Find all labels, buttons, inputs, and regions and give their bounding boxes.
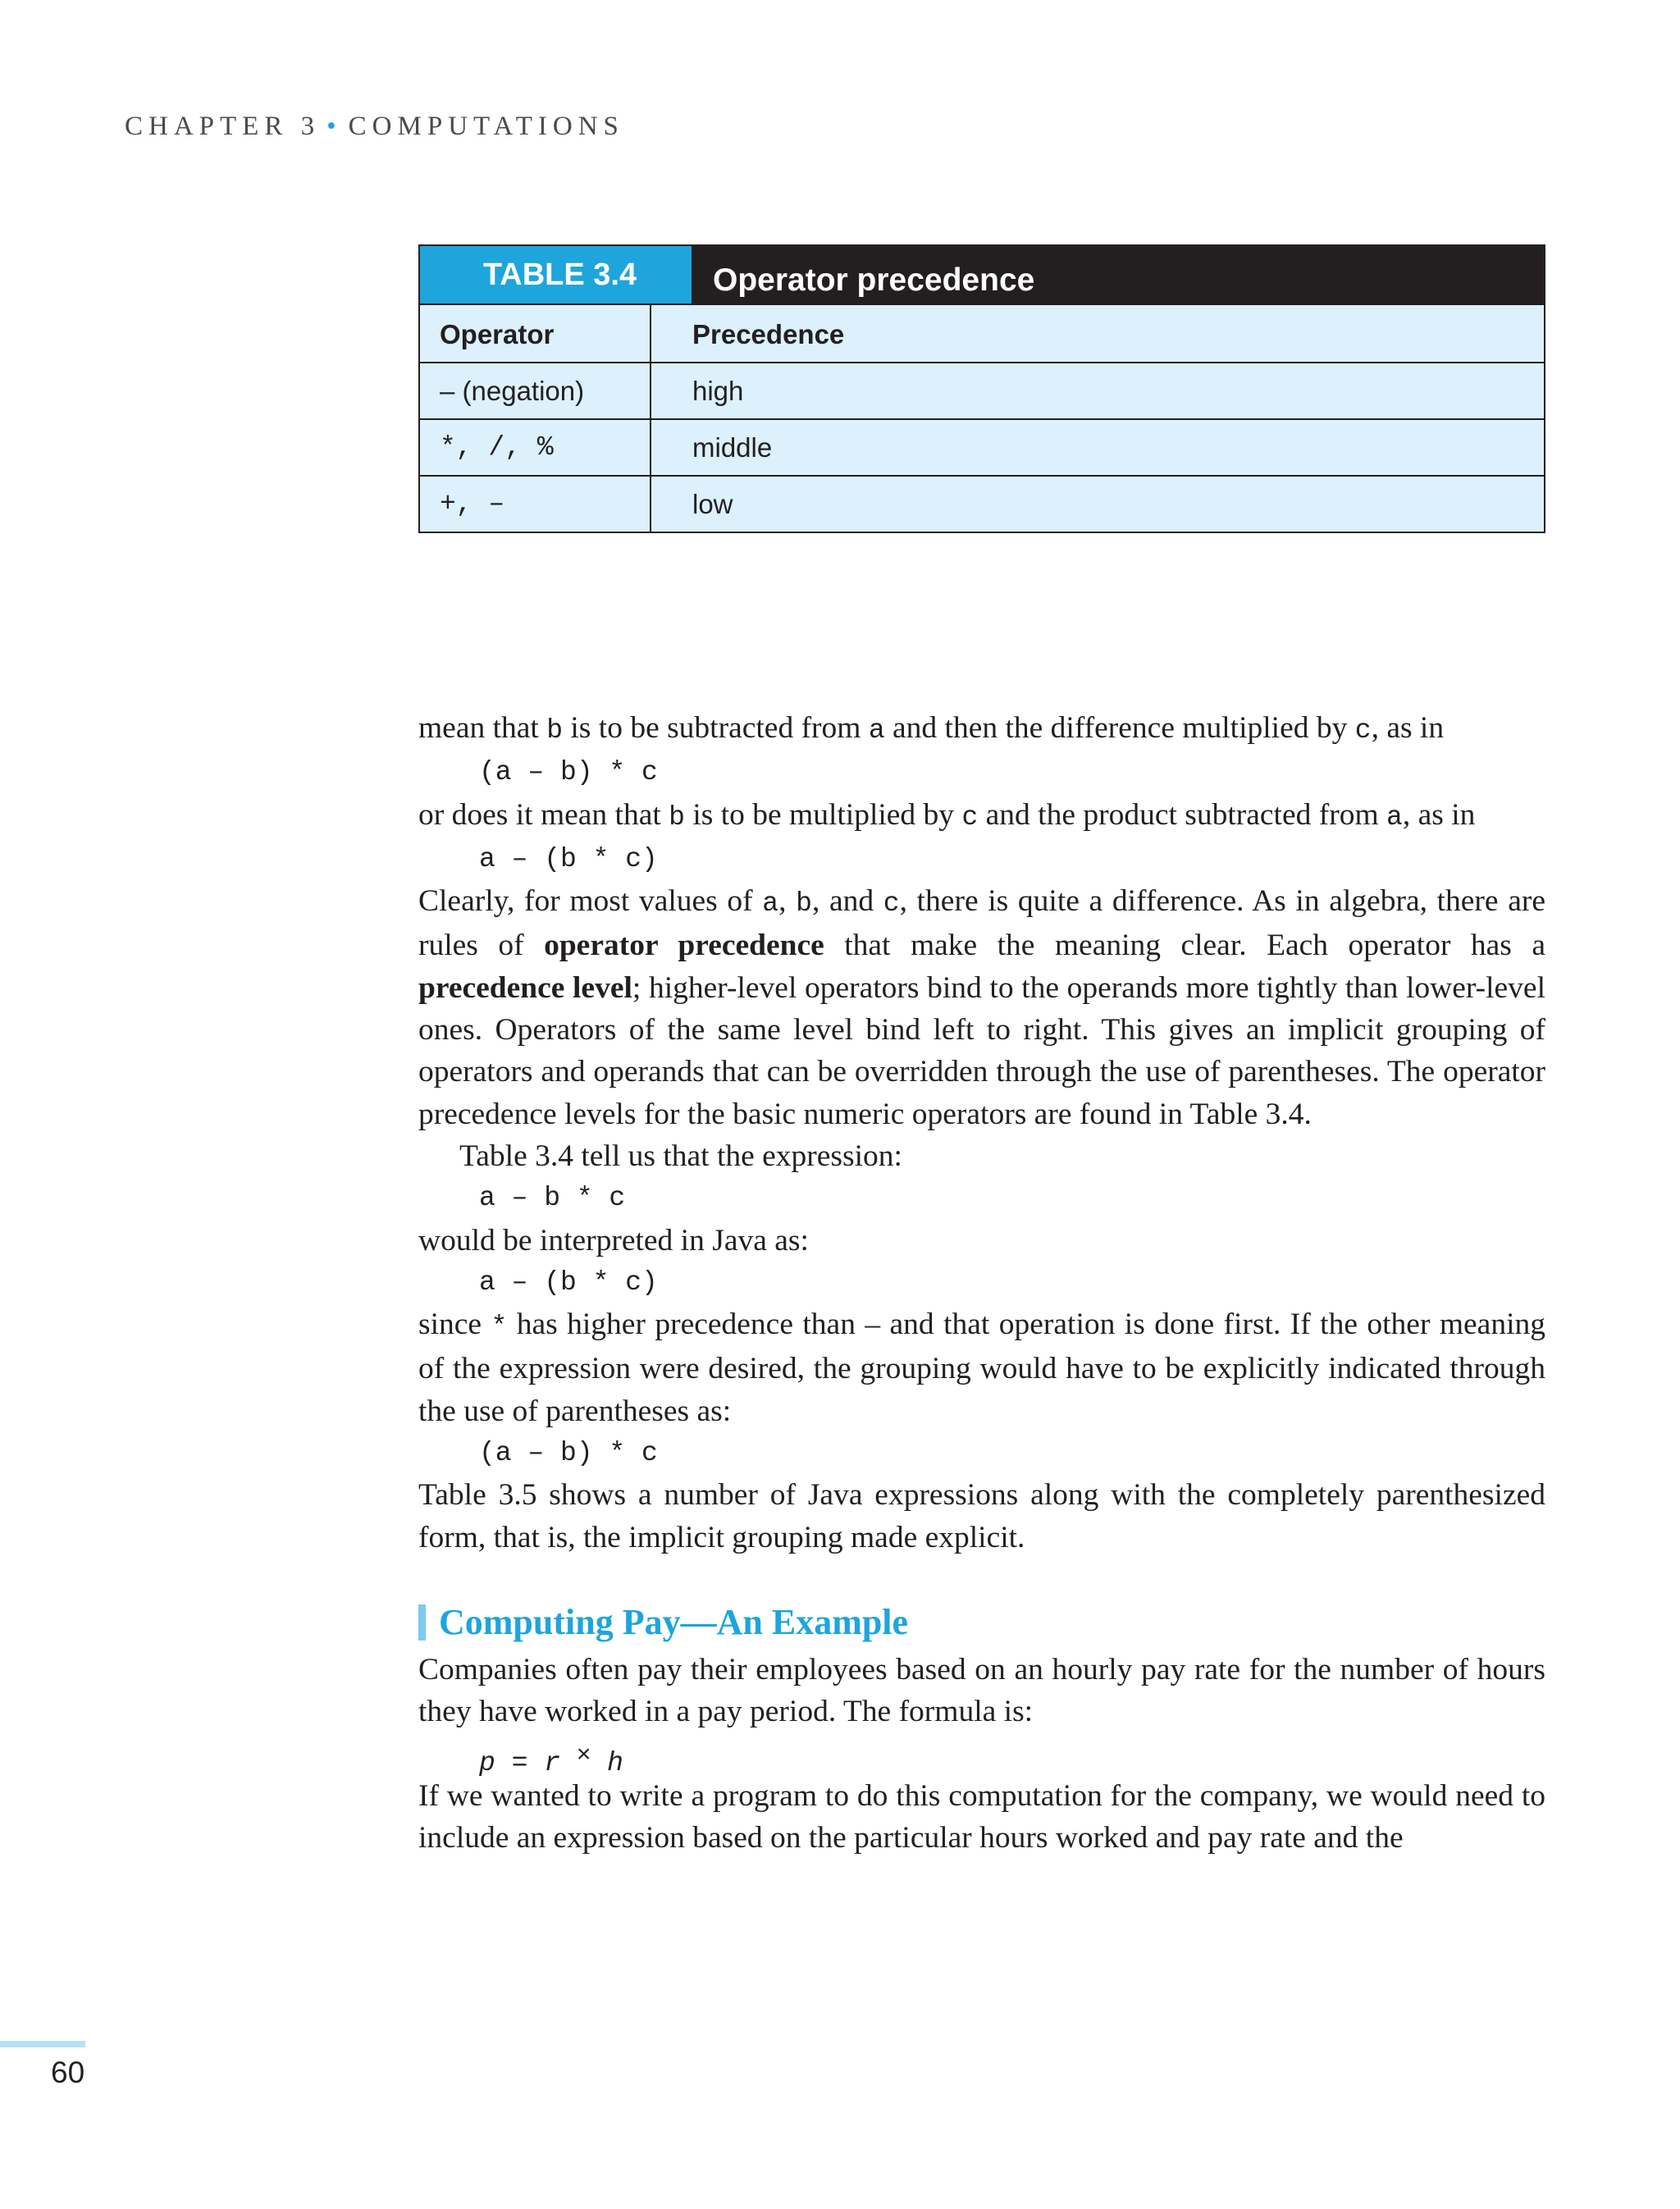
paragraph	[418, 880, 1545, 1135]
text-run: is to be multiplied by	[684, 797, 962, 832]
formula-rhs: h	[591, 1747, 623, 1778]
inline-code: c	[883, 888, 900, 920]
text-run: Clearly, for most values of	[418, 884, 763, 919]
text-run: , as in	[1402, 797, 1476, 832]
paragraph: Companies often pay their employees based on an hourly pay rate for the number of hours they have worked in a pay period. The formula is:	[418, 1652, 1545, 1729]
paragraph: would be interpreted in Java as:	[418, 1223, 809, 1257]
text-run: is to be subtracted from	[563, 711, 869, 745]
inline-code: b	[546, 715, 564, 746]
inline-code: *	[491, 1312, 508, 1343]
precedence-table	[418, 244, 1545, 533]
operator-cell: *, /, %	[420, 419, 651, 476]
text-run: that make the meaning clear. Each operator has a	[824, 929, 1545, 963]
table-number: TABLE 3.4	[420, 246, 692, 304]
text-run: ,	[778, 884, 797, 919]
key-term: precedence level	[418, 970, 632, 1005]
text-run: or does it mean that	[418, 797, 669, 832]
formula-lhs: p = r	[479, 1747, 577, 1778]
inline-code: b	[796, 888, 812, 920]
precedence-cell: low	[651, 476, 1544, 532]
key-term: operator precedence	[544, 929, 824, 963]
formula-operator: ×	[576, 1740, 591, 1768]
text-run: has higher precedence than – and that operation is done first. If the other meaning of the expression were desired, the grouping would have to be explicitly indicated through the use of parentheses as:	[418, 1308, 1545, 1428]
paragraph: Table 3.5 shows a number of Java expressions along with the completely parenthesized form, that is, the implicit grouping made explicit.	[418, 1478, 1545, 1554]
header-operator: Operator	[420, 304, 651, 363]
running-head	[125, 112, 624, 142]
body-text	[418, 707, 1545, 1859]
operator-cell: – (negation)	[420, 363, 651, 419]
table-row	[420, 419, 1544, 476]
text-run: , there is quite a difference. As in algebra, there are rules of	[418, 884, 1545, 963]
page-number: 60	[51, 2056, 85, 2089]
operator-cell: +, –	[420, 476, 651, 532]
formula	[418, 1733, 1545, 1778]
precedence-cell: high	[651, 363, 1544, 419]
table-row	[420, 363, 1544, 419]
inline-code: a	[762, 888, 779, 920]
code-line: (a – b) * c	[479, 1438, 658, 1469]
inline-code: b	[669, 801, 685, 833]
text-run: and then the difference multiplied by	[884, 711, 1355, 745]
text-run: and the product subtracted from	[978, 797, 1387, 832]
inline-code: a	[1386, 801, 1403, 833]
code-line: (a – b) * c	[479, 757, 658, 788]
text-run: , as in	[1371, 711, 1445, 745]
table-grid	[420, 304, 1544, 532]
code-line: a – (b * c)	[479, 843, 658, 874]
paragraph	[418, 1303, 1545, 1432]
chapter-label: CHAPTER 3	[125, 112, 321, 141]
text-run: mean that	[418, 711, 547, 745]
heading-bar	[418, 1604, 426, 1641]
table-header-row	[420, 304, 1544, 363]
section-heading	[418, 1596, 1545, 1649]
text-run: , and	[811, 884, 883, 919]
precedence-cell: middle	[651, 419, 1544, 476]
separator-dot: •	[326, 112, 342, 141]
text-run: ; higher-level operators bind to the operands more tightly than lower-level ones. Operators of the same level bind left to right. This gives an implicit grouping of operators and operands that can be overridden through the use of parentheses. The operator precedence levels for the basic numeric operators are found in Table 3.4.	[418, 970, 1545, 1131]
header-precedence: Precedence	[651, 304, 1544, 363]
section-title: Computing Pay—An Example	[439, 1602, 909, 1643]
code-line: a – b * c	[479, 1183, 626, 1214]
inline-code: c	[961, 801, 979, 833]
inline-code: a	[868, 715, 885, 746]
chapter-title: COMPUTATIONS	[348, 112, 624, 141]
paragraph: Table 3.4 tell us that the expression:	[459, 1139, 902, 1173]
page-rule	[0, 2041, 85, 2047]
paragraph	[418, 707, 1545, 751]
text-run: since	[418, 1308, 491, 1342]
paragraph: If we wanted to write a program to do this computation for the company, we would need to include an expression based on the particular hours worked and pay rate and the	[418, 1778, 1545, 1855]
paragraph	[418, 794, 1545, 838]
table-title: Operator precedence	[713, 262, 1035, 298]
table-row	[420, 476, 1544, 532]
table-caption	[420, 246, 1544, 304]
inline-code: c	[1354, 715, 1372, 746]
code-line: a – (b * c)	[479, 1267, 658, 1298]
